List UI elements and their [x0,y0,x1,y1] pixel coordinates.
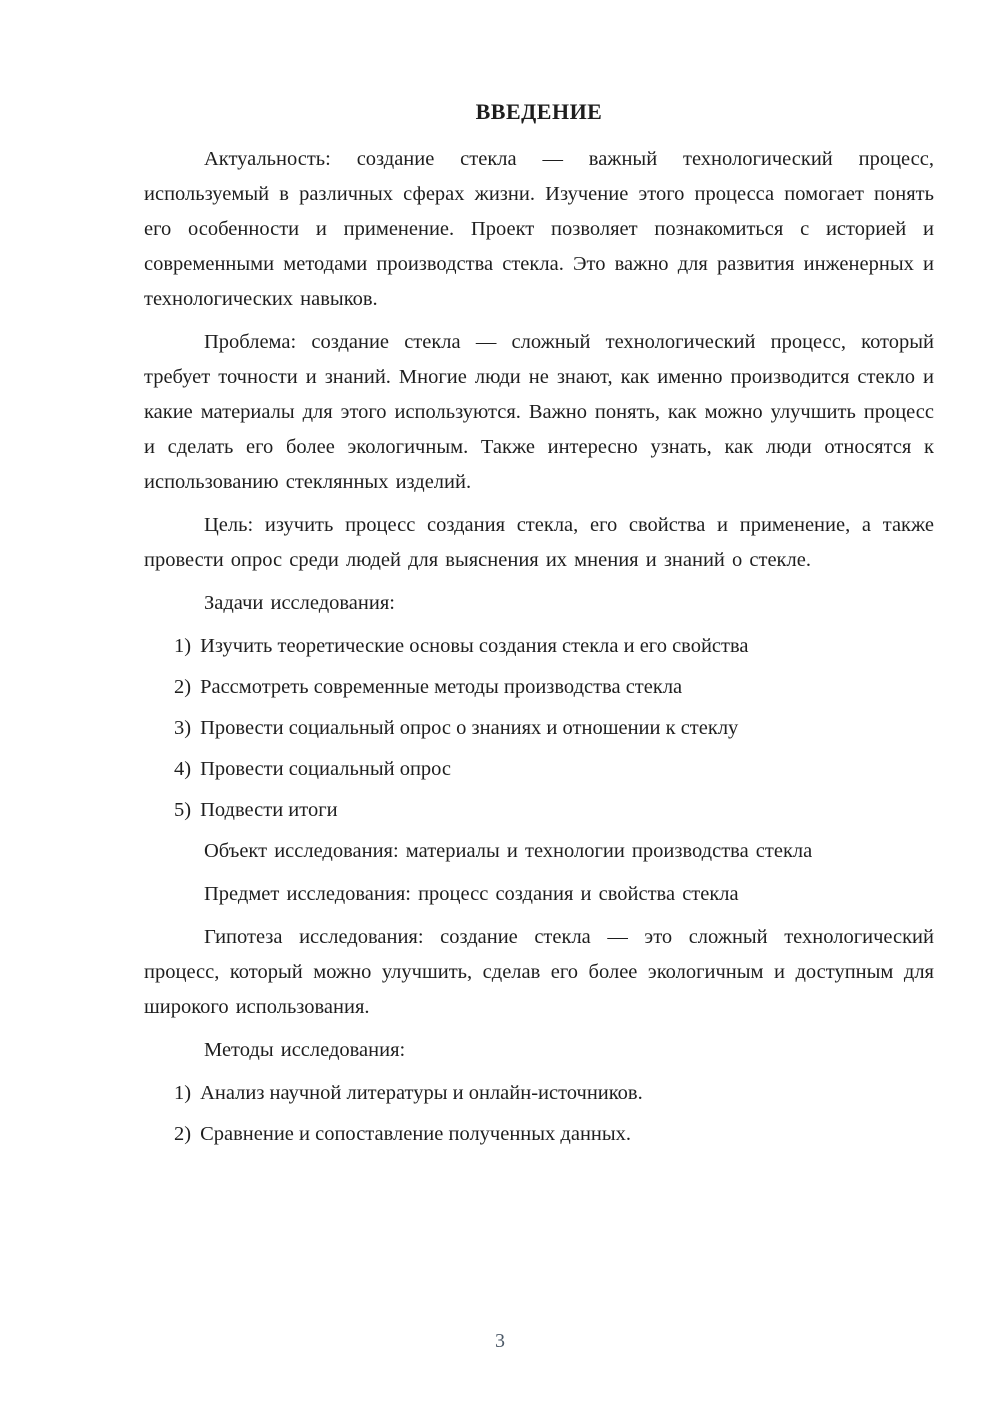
list-marker: 2) [174,676,192,698]
methods-list [144,1076,934,1152]
page-number: 3 [495,1330,505,1352]
list-text: Провести социальный опрос [200,758,452,780]
paragraph-problema: Проблема: создание стекла — сложный технологический процесс, который требует точности и знаний. Многие люди не знают, как именно производится стекло и какие материалы для этого используются. Важно понять, как можно улучшить процесс и сделать его более экологичным. Также интересно узнать, как люди относятся к использованию стеклянных изделий. [144,331,934,493]
list-marker: 2) [174,1123,192,1145]
list-marker: 4) [174,758,192,780]
list-marker: 1) [174,1082,192,1104]
list-text: Анализ научной литературы и онлайн-источников. [200,1082,643,1104]
list-item [144,711,934,746]
list-item [144,629,934,664]
list-item [144,1117,934,1152]
list-text: Рассмотреть современные методы производства стекла [200,676,683,698]
page-title: ВВЕДЕНИЕ [475,99,603,124]
list-text: Сравнение и сопоставление полученных данных. [200,1123,632,1145]
list-text: Провести социальный опрос о знаниях и отношении к стеклу [200,717,739,739]
list-item [144,1076,934,1111]
paragraph-metody-label: Методы исследования: [204,1039,406,1061]
paragraph-gipoteza: Гипотеза исследования: создание стекла — это сложный технологический процесс, который можно улучшить, сделав его более экологичным и доступным для широкого использования. [144,926,934,1018]
list-marker: 3) [174,717,192,739]
paragraph-zadachi-label: Задачи исследования: [204,592,395,614]
paragraph-obekt: Объект исследования: материалы и технологии производства стекла [204,840,813,862]
list-marker: 5) [174,799,192,821]
list-item [144,752,934,787]
list-marker: 1) [174,635,192,657]
list-item [144,793,934,828]
paragraph-aktualnost: Актуальность: создание стекла — важный технологический процесс, используемый в различных сферах жизни. Изучение этого процесса помогает понять его особенности и применение. Проект позволяет познакомиться с историей и современными методами производства стекла. Это важно для развития инженерных и технологических навыков. [144,148,934,310]
list-text: Изучить теоретические основы создания стекла и его свойства [200,635,749,657]
paragraph-predmet: Предмет исследования: процесс создания и свойства стекла [204,883,739,905]
list-item [144,670,934,705]
tasks-list [144,629,934,828]
paragraph-tsel: Цель: изучить процесс создания стекла, его свойства и применение, а также провести опрос среди людей для выяснения их мнения и знаний о стекле. [144,514,934,571]
list-text: Подвести итоги [200,799,338,821]
document-content [144,94,934,1158]
